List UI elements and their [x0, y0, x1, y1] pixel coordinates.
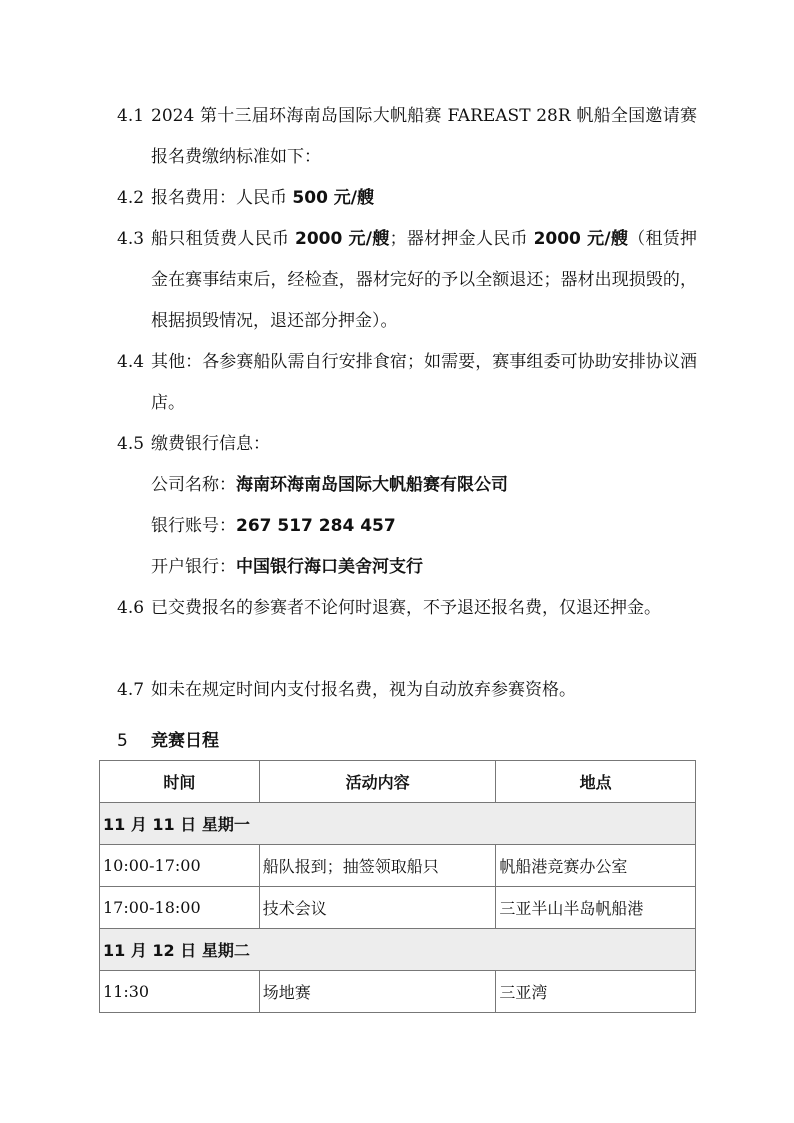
cell-activity: 技术会议 [259, 887, 496, 929]
item-4-1 [117, 96, 697, 178]
header-location: 地点 [496, 761, 696, 803]
section-number: 5 [117, 731, 128, 751]
cell-time: 11:30 [100, 971, 260, 1013]
header-activity: 活动内容 [259, 761, 496, 803]
item-4-3 [117, 219, 697, 342]
item-text: 已交费报名的参赛者不论何时退赛，不予退还报名费，仅退还押金。 [151, 598, 661, 618]
item-number: 4.4 [117, 352, 145, 372]
item-number: 4.7 [117, 680, 145, 700]
bank-company-label: 公司名称： [151, 475, 236, 495]
item-4-4 [117, 342, 697, 424]
item-4-7 [117, 670, 697, 711]
section-heading [117, 726, 219, 756]
fee-amount: 500 元/艘 [292, 188, 375, 208]
bank-account [151, 506, 396, 547]
cell-location: 帆船港竞赛办公室 [496, 845, 696, 887]
item-number: 4.6 [117, 598, 145, 618]
bank-company [151, 465, 508, 506]
item-4-2 [117, 178, 697, 219]
bank-company-value: 海南环海南岛国际大帆船赛有限公司 [236, 475, 508, 495]
cell-time: 17:00-18:00 [100, 887, 260, 929]
schedule-table [99, 760, 696, 1013]
day-row [100, 929, 696, 971]
item-text: 其他：各参赛船队需自行安排食宿；如需要，赛事组委可协助安排协议酒店。 [151, 352, 697, 413]
bank-branch [151, 547, 423, 588]
item-number: 4.3 [117, 229, 145, 249]
table-header-row [100, 761, 696, 803]
bank-account-value: 267 517 284 457 [236, 516, 396, 536]
bank-branch-value: 中国银行海口美舍河支行 [236, 557, 423, 577]
day-label: 11 月 11 日 星期一 [100, 803, 696, 845]
header-time: 时间 [100, 761, 260, 803]
item-number: 4.1 [117, 106, 145, 126]
item-text: 缴费银行信息： [151, 434, 270, 454]
table-row [100, 971, 696, 1013]
table-row [100, 845, 696, 887]
day-row [100, 803, 696, 845]
cell-location: 三亚半山半岛帆船港 [496, 887, 696, 929]
item-number: 4.5 [117, 434, 145, 454]
item-4-5 [117, 424, 697, 465]
deposit-label: ；器材押金人民币 [389, 229, 534, 249]
section-title: 竞赛日程 [151, 731, 219, 751]
item-4-6 [117, 588, 697, 629]
cell-location: 三亚湾 [496, 971, 696, 1013]
cell-time: 10:00-17:00 [100, 845, 260, 887]
item-text [151, 178, 697, 219]
deposit-amount: 2000 元/艘 [533, 229, 629, 249]
item-text: 如未在规定时间内支付报名费，视为自动放弃参赛资格。 [151, 680, 576, 700]
rental-label: 船只租赁费人民币 [151, 229, 295, 249]
item-text [151, 219, 697, 342]
fee-label: 报名费用：人民币 [151, 188, 293, 208]
day-label: 11 月 12 日 星期二 [100, 929, 696, 971]
item-text: 2024 第十三届环海南岛国际大帆船赛 FAREAST 28R 帆船全国邀请赛报名费缴纳标准如下： [151, 106, 697, 167]
rental-amount: 2000 元/艘 [294, 229, 390, 249]
cell-activity: 场地赛 [259, 971, 496, 1013]
cell-activity: 船队报到；抽签领取船只 [259, 845, 496, 887]
table-row [100, 887, 696, 929]
deposit-note: （租赁押金在赛事结束后，经检查，器材完好的予以全额退还；器材出现损毁的，根据损毁情况，退还部分押金）。 [151, 229, 698, 331]
bank-account-label: 银行账号： [151, 516, 236, 536]
item-number: 4.2 [117, 188, 145, 208]
bank-branch-label: 开户银行： [151, 557, 236, 577]
